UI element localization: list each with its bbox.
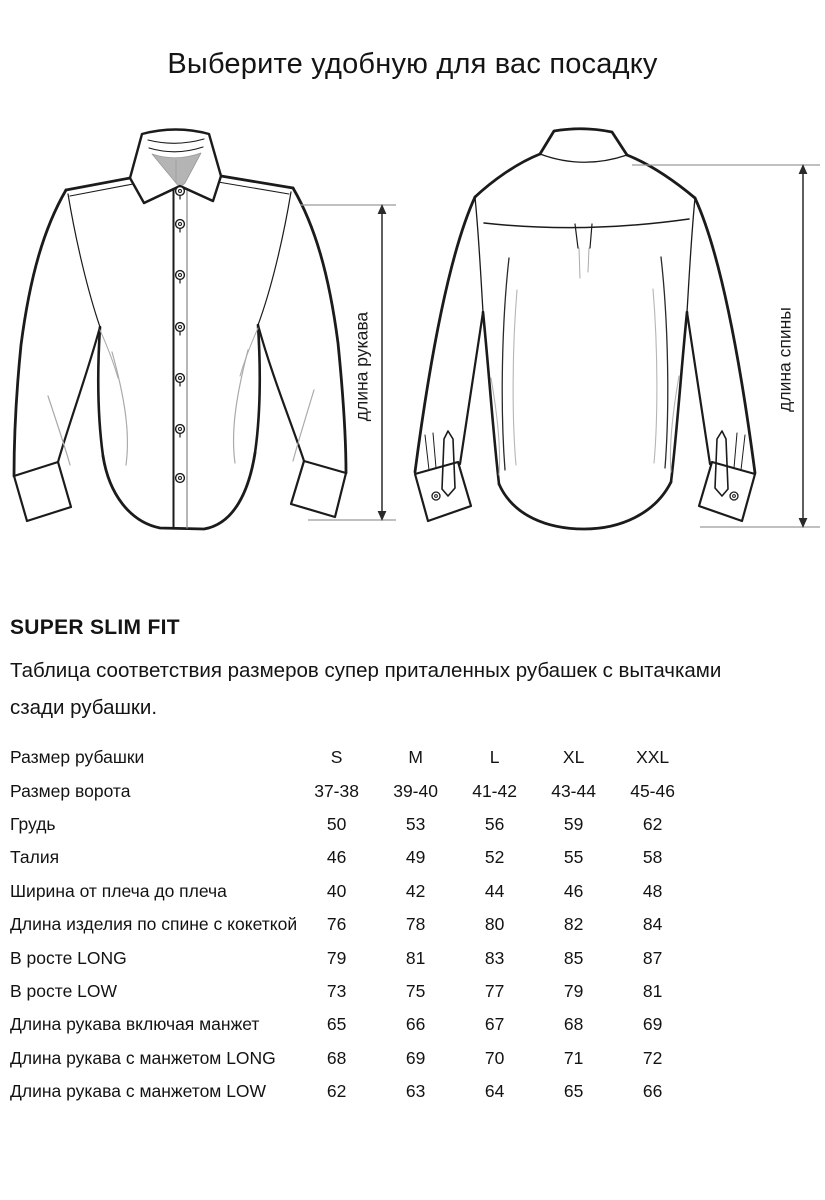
table-cell: 82	[563, 914, 584, 935]
table-row	[10, 774, 692, 807]
table-cell: 56	[484, 813, 505, 834]
table-cell: 39-40	[393, 780, 438, 801]
row-label-cell: В росте LOW	[10, 980, 118, 1001]
table-cell: XXL	[636, 747, 670, 768]
table-row	[10, 1042, 692, 1075]
table-cell: 62	[326, 1081, 347, 1102]
row-label-cell: Длина рукава с манжетом LONG	[10, 1047, 276, 1068]
table-cell: 83	[484, 947, 505, 968]
row-label-cell: Размер ворота	[10, 780, 131, 801]
table-cell: L	[489, 747, 500, 768]
table-cell: 70	[484, 1047, 505, 1068]
table-cell: 66	[642, 1081, 663, 1102]
table-cell: 50	[326, 813, 347, 834]
row-label-cell: Размер рубашки	[10, 747, 145, 768]
table-cell: 44	[484, 880, 505, 901]
table-cell: 59	[563, 813, 584, 834]
table-cell: 77	[484, 980, 505, 1001]
shirt-diagram-area	[0, 120, 825, 600]
table-cell: 63	[405, 1081, 426, 1102]
page-title: Выберите удобную для вас посадку	[167, 48, 658, 80]
table-cell: 49	[405, 847, 426, 868]
table-cell: 58	[642, 847, 663, 868]
sleeve-length-label: длина рукава	[351, 311, 372, 422]
table-cell: 53	[405, 813, 426, 834]
table-row	[10, 1008, 692, 1041]
table-cell: 87	[642, 947, 663, 968]
table-cell: XL	[562, 747, 585, 768]
description-line: сзади рубашки.	[10, 696, 158, 719]
table-cell: 65	[326, 1014, 347, 1035]
table-cell: 68	[326, 1047, 347, 1068]
table-row	[10, 908, 692, 941]
description-line: Таблица соответствия размеров супер приталенных рубашек с вытачками	[10, 659, 722, 682]
row-label-cell: Талия	[10, 847, 60, 868]
back-length-label: длина спины	[774, 307, 795, 412]
table-cell: 78	[405, 914, 426, 935]
table-row	[10, 975, 692, 1008]
table-cell: 85	[563, 947, 584, 968]
row-label-cell: Ширина от плеча до плеча	[10, 880, 227, 901]
table-cell: 41-42	[472, 780, 517, 801]
size-table	[10, 741, 692, 1108]
table-cell: 45-46	[630, 780, 675, 801]
table-cell: 79	[563, 980, 584, 1001]
table-row	[10, 875, 692, 908]
table-cell: 81	[405, 947, 426, 968]
table-cell: M	[408, 747, 423, 768]
table-header-row	[10, 741, 692, 774]
table-cell: 66	[405, 1014, 426, 1035]
table-cell: 84	[642, 914, 663, 935]
table-cell: 37-38	[314, 780, 359, 801]
table-cell: 67	[484, 1014, 505, 1035]
fit-section-description	[10, 652, 810, 726]
table-row	[10, 808, 692, 841]
table-cell: 75	[405, 980, 426, 1001]
table-cell: S	[330, 747, 343, 768]
table-cell: 42	[405, 880, 426, 901]
row-label-cell: Длина изделия по спине с кокеткой	[10, 914, 298, 935]
row-label-cell: Грудь	[10, 813, 56, 834]
table-cell: 79	[326, 947, 347, 968]
row-label-cell: В росте LONG	[10, 947, 127, 968]
table-cell: 71	[563, 1047, 584, 1068]
table-cell: 46	[563, 880, 584, 901]
table-row	[10, 1075, 692, 1108]
table-row	[10, 841, 692, 874]
table-cell: 69	[405, 1047, 426, 1068]
table-cell: 72	[642, 1047, 663, 1068]
table-cell: 80	[484, 914, 505, 935]
row-label-cell: Длина рукава включая манжет	[10, 1014, 260, 1035]
table-cell: 76	[326, 914, 347, 935]
table-cell: 48	[642, 880, 663, 901]
measurement-arrows	[0, 120, 825, 600]
table-cell: 64	[484, 1081, 505, 1102]
table-cell: 73	[326, 980, 347, 1001]
fit-section-heading: SUPER SLIM FIT	[10, 616, 180, 639]
table-cell: 40	[326, 880, 347, 901]
table-cell: 52	[484, 847, 505, 868]
table-cell: 81	[642, 980, 663, 1001]
table-cell: 43-44	[551, 780, 596, 801]
table-cell: 62	[642, 813, 663, 834]
table-cell: 65	[563, 1081, 584, 1102]
table-cell: 55	[563, 847, 584, 868]
table-cell: 46	[326, 847, 347, 868]
row-label-cell: Длина рукава с манжетом LOW	[10, 1081, 267, 1102]
table-cell: 68	[563, 1014, 584, 1035]
table-cell: 69	[642, 1014, 663, 1035]
table-row	[10, 941, 692, 974]
